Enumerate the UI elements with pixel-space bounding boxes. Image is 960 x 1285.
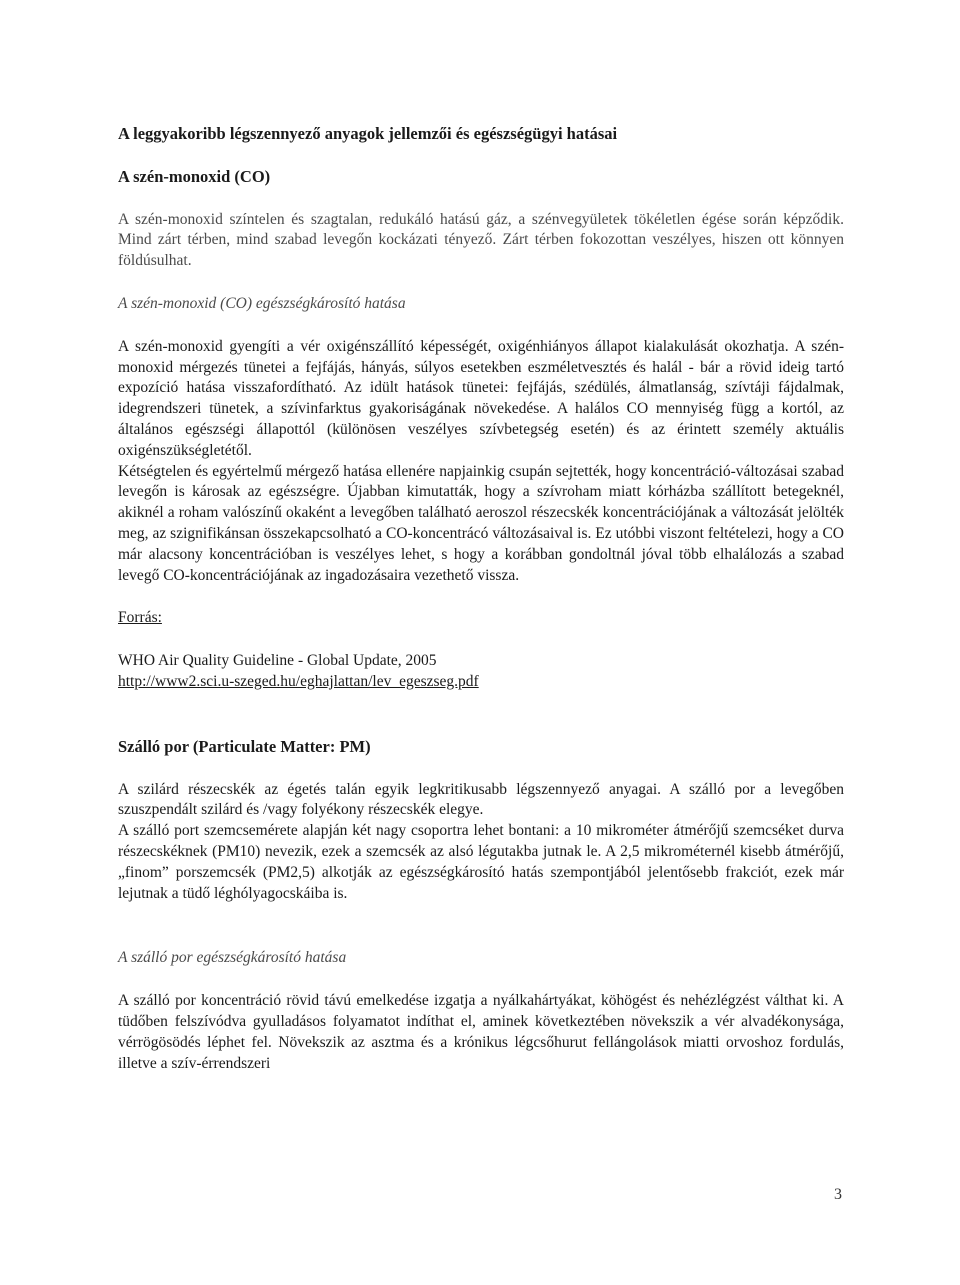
pm-paragraph-2: A szálló port szemcsemérete alapján két nagy csoportra lehet bontani: a 10 mikrométer átmérőjű szemcséket durva részecskéknek (PM10) nevezik, ezek a szemcsék az alsó légutakba jutnak le. A 2,5 mikrométernél kisebb átmérőjű, „finom” porszemcsék (PM2,5) alkotják az egészségkárosító hatás szempontjából jelentősebb frakciót, ezek már lejutnak a tüdő léghólyagocskáiba is. — [118, 822, 844, 902]
co-effects-subheading: A szén-monoxid (CO) egészségkárosító hatása — [118, 294, 406, 312]
page-number: 3 — [834, 1186, 842, 1203]
pm-paragraph-1: A szilárd részecskék az égetés talán egyik legkritikusabb légszennyező anyagai. A szálló por a levegőben szuszpendált szilárd és /vagy folyékony részecskék elegye. — [118, 780, 844, 819]
source-link[interactable]: http://www2.sci.u-szeged.hu/eghajlattan/lev_egeszseg.pdf — [118, 672, 479, 690]
co-heading: A szén-monoxid (CO) — [118, 166, 271, 186]
source-line-1: WHO Air Quality Guideline - Global Update, 2005 — [118, 652, 437, 670]
document-title: A leggyakoribb légszennyező anyagok jellemzői és egészségügyi hatásai — [118, 124, 618, 143]
co-effects-paragraph-1: A szén-monoxid gyengíti a vér oxigénszállító képességét, oxigénhiányos állapot kialakulását okozhatja. A szén-monoxid mérgezés tünetei a fejfájás, hányás, súlyos esetekben eszméletvesztés és halál - bár a rövid ideig tartó expozíció hatása visszafordítható. Az idült hatások tünetei: fejfájás, szédülés, álmatlanság, szívtáji fájdalmak, idegrendszeri tünetek, a szívinfarktus gyakoriságának növekedése. A halálos CO mennyiség függ a kortól, az általános egészségi állapottól (különösen veszélyes szívbetegség esetén) és az érintett személy aktuális oxigénszükségletétől. — [118, 337, 844, 459]
pm-heading: Szálló por (Particulate Matter: PM) — [118, 736, 371, 756]
pm-effects-paragraph: A szálló por koncentráció rövid távú emelkedése izgatja a nyálkahártyákat, köhögést és nehézlégzést válthat ki. A tüdőben felszívódva gyulladásos folyamatot indíthat el, aminek következtében növekszik a vér alvadékonysága, vérrögösödés léphet fel. Növekszik az asztma és a krónikus légcsőhurut fellángolások miatti orvoshoz fordulás, illetve a szív-érrendszeri — [118, 992, 844, 1072]
co-effects-paragraph-2: Kétségtelen és egyértelmű mérgező hatása ellenére napjainkig csupán sejtették, hogy koncentráció-változásai szabad levegőn is károsak az egészségre. Újabban kimutatták, hogy a szívroham miatt kórházba szállított betegeknél, akiknél a roham valószínű okaként a levegőben található aeroszol részecskék koncentrációjának a változását jelölték meg, az szignifikánsan összekapcsolható a CO-koncentrácó változásaival is. Ez utóbbi viszont feltételezi, hogy a CO már alacsony koncentrációban is veszélyes lehet, s hogy a korábban gondoltnál jóval több elhalálozás a szabad levegő CO-koncentrációjának az ingadozásaira vezethető vissza. — [118, 462, 844, 584]
source-label: Forrás: — [118, 609, 162, 627]
pm-effects-subheading: A szálló por egészségkárosító hatása — [118, 949, 347, 967]
co-intro: A szén-monoxid színtelen és szagtalan, redukáló hatású gáz, a szénvegyületek tökéletlen égése során képződik. Mind zárt térben, mind szabad levegőn kockázati tényező. Zárt térben fokozottan veszélyes, hiszen ott könnyen földúsulhat. — [118, 210, 844, 270]
document-page — [118, 124, 844, 1074]
